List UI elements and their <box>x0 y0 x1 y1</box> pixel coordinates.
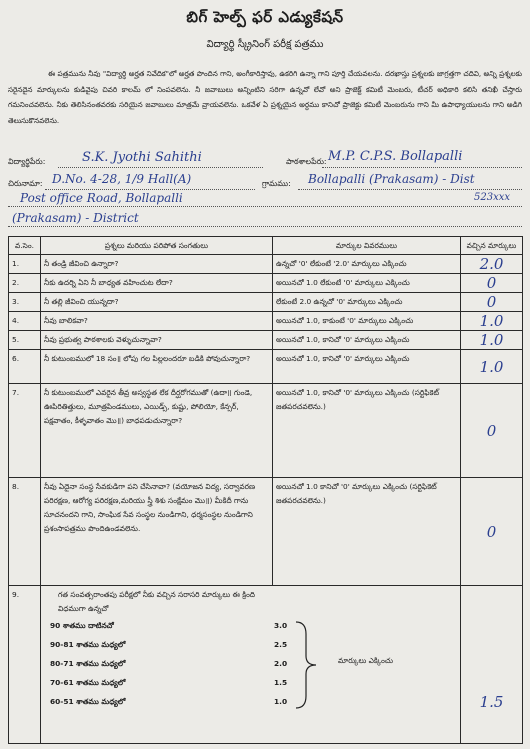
address-line-3-rule <box>8 226 522 227</box>
village-label: గ్రామము: <box>262 179 291 188</box>
row-criteria: అయినచో 1.0, కానిచో '0' మార్కులు ఎక్కించు <box>273 331 461 350</box>
school-value[interactable]: M.P. C.P.S. Bollapalli <box>328 149 463 164</box>
row-criteria: అయినచో 1.0, కాకుంటే '0' మార్కులు ఎక్కించు <box>273 312 461 331</box>
grade-value: 2.0 <box>274 658 288 668</box>
row-marks[interactable]: 0 <box>461 478 523 586</box>
header-marks: వచ్చిన మార్కులు <box>461 237 523 255</box>
village-line <box>298 189 522 190</box>
grade-row <box>44 616 457 635</box>
grade-label: 60-51 శాతము మధ్యలో <box>50 696 126 706</box>
grade-row <box>44 692 457 711</box>
address-line-2[interactable]: Post office Road, Bollapalli <box>20 191 183 205</box>
header-sno: వ.సెం. <box>9 237 41 255</box>
grade-label: 70-61 శాతము మధ్యలో <box>50 677 126 687</box>
row-question: నీవు బాలికవా? <box>41 312 273 331</box>
grade-note: మార్కులు ఎక్కించు <box>338 656 394 665</box>
row-marks[interactable]: 0 <box>461 384 523 478</box>
grade-value: 3.0 <box>274 620 288 630</box>
school-label: పాఠశాలపేరు: <box>286 157 327 166</box>
student-name-label: విద్యార్థిపేరు: <box>8 157 46 166</box>
row-sno: 7. <box>9 384 41 478</box>
table-row <box>9 478 523 586</box>
grade-value: 1.5 <box>274 677 288 687</box>
table-row <box>9 586 523 744</box>
form-title: బిగ్ హెల్ప్ ఫర్ ఎడ్యుకేషన్ <box>186 8 344 26</box>
row-sno: 1. <box>9 255 41 274</box>
row-marks[interactable]: 1.5 <box>461 586 523 744</box>
student-name-line <box>58 167 263 168</box>
row-marks[interactable]: 0 <box>461 293 523 312</box>
row-marks[interactable]: 1.0 <box>461 350 523 384</box>
address-value[interactable]: D.No. 4-28, 1/9 Hall(A) <box>52 172 192 186</box>
table-row <box>9 274 523 293</box>
address-line <box>45 189 255 190</box>
student-name-value[interactable]: S.K. Jyothi Sahithi <box>82 150 202 165</box>
grade-row <box>44 654 457 673</box>
table-row <box>9 350 523 384</box>
row-marks[interactable]: 1.0 <box>461 331 523 350</box>
row-marks[interactable]: 2.0 <box>461 255 523 274</box>
row-criteria: అయినచో 1.0, కానిచో '0' మార్కులు ఎక్కించు (సర్టిఫికెట్ జతపరచవలెను.) <box>273 384 461 478</box>
address-line-2-rule <box>8 206 522 207</box>
row-sno: 5. <box>9 331 41 350</box>
row-criteria: ఉన్నచో '0' లేకుంటే '2.0' మార్కులు ఎక్కించు <box>273 255 461 274</box>
row-marks[interactable]: 1.0 <box>461 312 523 331</box>
grade-value: 1.0 <box>274 696 288 706</box>
table-row <box>9 331 523 350</box>
row-question: నీ తండ్రి జీవించి ఉన్నారా? <box>41 255 273 274</box>
row-question: నీ కుటుంబములో ఎవరైన తీవ్ర అస్వస్థత లేక దీర్ఘరోగముతో (ఉదా॥ గుండె, ఊపిరితిత్తులు, మూత్రపిండములు, ఎయిడ్స్, కుష్టు, పోలియో, కేన్సర్, పక్షవాతం, కీళ్ళవాతం మొ॥) బాధపడుచున్నారా? <box>41 384 273 478</box>
village-value[interactable]: Bollapalli (Prakasam) - Dist <box>308 172 475 186</box>
grades-list <box>44 616 457 711</box>
row-sno: 8. <box>9 478 41 586</box>
grade-value: 2.5 <box>274 639 288 649</box>
row-question: నీకు ఉదర్ని ఏని నీ బాధ్యత వహించుట లేదా? <box>41 274 273 293</box>
row-sno: 2. <box>9 274 41 293</box>
grade-row <box>44 635 457 654</box>
row-question: గత సంవత్సరాంతపు పరీక్షలో నీకు వచ్చిన సరాసరి మార్కులు ఈ క్రింది విధముగా ఉన్నచో <box>58 590 256 613</box>
pincode[interactable]: 523xxx <box>474 192 511 203</box>
grade-row <box>44 673 457 692</box>
row-criteria: అయినచో 1.0 కానిచో '0' మార్కులు ఎక్కించు (సర్టిఫికెట్ జతపరచవలెను.) <box>273 478 461 586</box>
header-question: ప్రశ్నలు మరియు పరిపోత సంగతులు <box>41 237 273 255</box>
table-row <box>9 293 523 312</box>
grades-cell <box>41 586 461 744</box>
row-sno: 4. <box>9 312 41 331</box>
table-row <box>9 255 523 274</box>
row-criteria: అయినచో 1.0 లేకుంటే '0' మార్కులు ఎక్కించు <box>273 274 461 293</box>
table-row <box>9 384 523 478</box>
row-sno: 6. <box>9 350 41 384</box>
row-sno: 3. <box>9 293 41 312</box>
school-line <box>322 167 522 168</box>
grade-label: 90 శాతము దాటినచో <box>50 620 114 630</box>
row-question: నీ కుటుంబములో 18 సం॥ లోపు గల పిల్లలందరూ బడికి పోవుచున్నారా? <box>41 350 273 384</box>
address-label: చిరునామా: <box>8 179 43 188</box>
row-question: నీవు ప్రభుత్వ పాఠశాలకు వెళ్ళుచున్నావా? <box>41 331 273 350</box>
row-criteria: అయినచో 1.0, కానిచో '0' మార్కులు ఎక్కించు <box>273 350 461 384</box>
row-question: నీ తల్లి జీవించి యున్నదా? <box>41 293 273 312</box>
grade-label: 90-81 శాతము మధ్యలో <box>50 639 126 649</box>
address-line-3[interactable]: (Prakasam) - District <box>12 211 139 225</box>
form-subtitle: విద్యార్థి స్క్రీనింగ్ పరీక్ష పత్రము <box>206 39 324 50</box>
row-marks[interactable]: 0 <box>461 274 523 293</box>
row-question: నీవు ఏదైనా సంస్థ సేవకుడిగా పని చేసినావా? (వయోజన విద్య, సర్వావరణ పరిరక్షణ, ఆరోగ్య పరిరక్షణ,మరియు స్త్రీ శిశు సంక్షేమం మొ॥) మీకిదీ గాను సూచనందని గాని, సాంఘిక సేవ సంస్థల నుండిగాని, ధర్మసంస్థల నుండిగాని ప్రశంసాపత్రము పొందిఉండవలెను. <box>41 478 273 586</box>
header-criteria: మార్కుల వివరములు <box>273 237 461 255</box>
row-criteria: లేకుంటే 2.0 ఉన్నచో '0' మార్కులు ఎక్కించు <box>273 293 461 312</box>
table-row <box>9 312 523 331</box>
instructions-paragraph: ఈ పత్రమును నీవు "విద్యార్థి అర్హత నివేదిక"లో అర్హత పొందిన గాని, అంగీకారిస్తావు, ఉకరిగి ఉన్నా గాని పూర్తి చేయవలను. దరఖాస్తు ప్రశ్నలకు జాగ్రత్తగా చదివి, అన్ని ప్రశ్నలకు సరైనదైన మార్కులను కుడివైపు చివరి కాలమ్ లో నింపవలెను. నీ జవాబులు అన్నింటిని సరిగా ఉన్నవో లేవో అని ప్రాజెక్ట్ కమిటీ మెంబరు, టీచర్ అధికారి కలిసి తనిఖీ చేస్తారు గమనించవలెను. నీకు తెలిసినంతవరకు సరియైన జవాబులు మాత్రమే వ్రాయవలెను. ఒకవేళ ఏ ప్రశ్నయైన అర్థము కానిచో ప్రాజెక్టు కమిటీ మెంబరును గాని మీ ఉపాధ్యాయులను గాని అడిగి తెలుసుకొనవలెను. <box>8 69 522 125</box>
row-sno: 9. <box>9 586 41 744</box>
grade-label: 80-71 శాతము మధ్యలో <box>50 658 126 668</box>
screening-table <box>8 236 523 744</box>
